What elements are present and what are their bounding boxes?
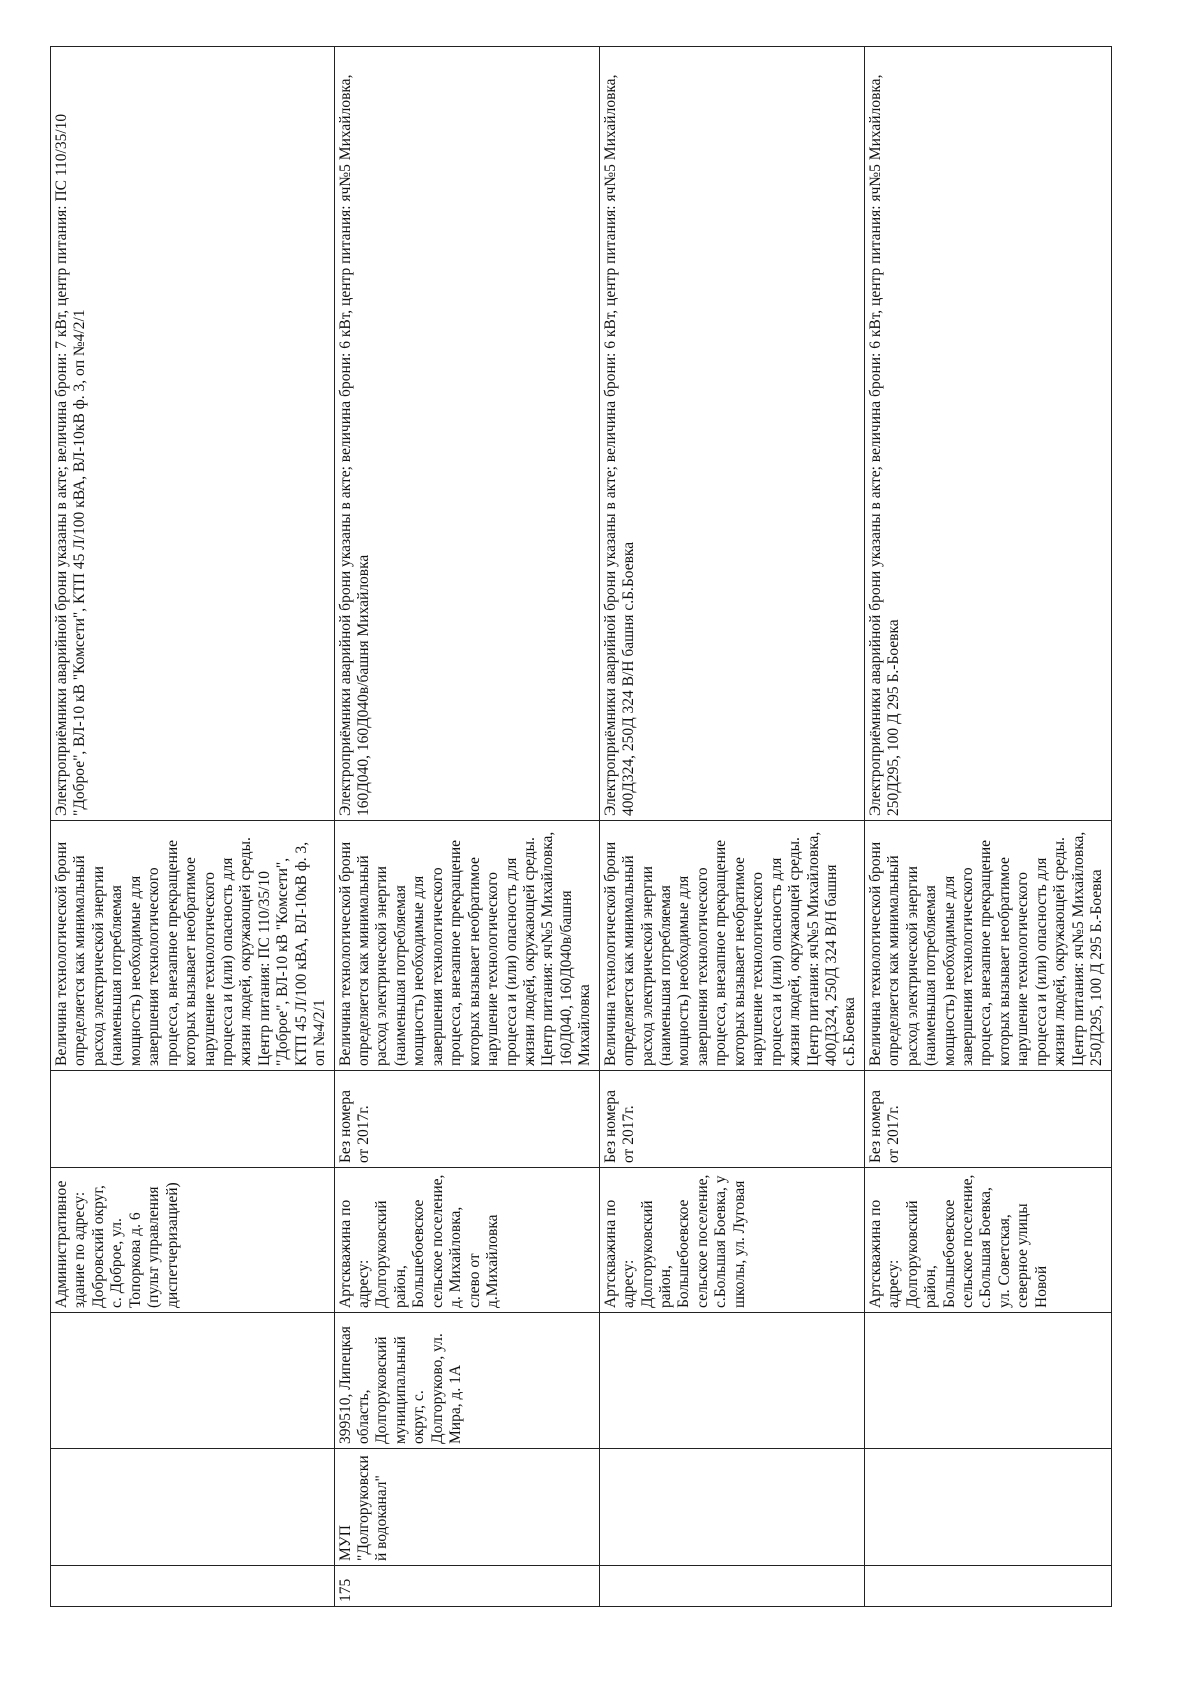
object-address-cell	[864, 1168, 1111, 1313]
technological-reserve-cell	[864, 821, 1111, 1071]
organization-name: МУП "Долгоруковский водоканал"	[336, 1455, 391, 1561]
act-cell	[51, 1071, 335, 1168]
organization-address-cell	[864, 1313, 1111, 1449]
object-address-cell	[51, 1168, 335, 1313]
technological-reserve-text: Величина технологической брони определяется как минимальный расход электрической энергии (наименьшая потребляемая мощность) необходимые для завершения технологического процесса, внезапное прекращение которых вызывает необратимое нарушение технологического процесса и (или) опасность для жизни людей, окружающей среды. Центр питания: яч№5 Михайловка, 400Д324, 250Д 324 В/Н башня с.Б.Боевка	[601, 831, 859, 1066]
emergency-reserve-cell	[864, 47, 1111, 821]
row-number-cell	[864, 1566, 1111, 1607]
object-address-text: Артскважина по адресу: Долгоруковский район, Большебоевское сельское поселение, д. Михайловка, слево от д.Михайловка	[336, 1174, 502, 1308]
object-address-text: Административное здание по адресу: Добровский округ, с. Доброе, ул. Топоркова д. 6 (пульт управления диспетчеризацией)	[53, 1180, 181, 1308]
organization-cell	[599, 1449, 864, 1566]
emergency-reserve-cell	[51, 47, 335, 821]
table-row	[864, 47, 1111, 1607]
organization-address: 399510, Липецкая область, Долгоруковский муниципальный округ, с. Долгоруково, ул. Мира, д. 1А	[336, 1326, 465, 1444]
object-address-cell	[599, 1168, 864, 1313]
emergency-reserve-text: Электроприёмники аварийной брони указаны в акте; величина брони: 6 кВт, центр питания: яч№5 Михайловка, 160Д040, 160Д040в/башня Михайловка	[336, 74, 372, 816]
row-number-cell	[334, 1566, 599, 1607]
row-number: 175	[336, 1578, 354, 1602]
organization-cell	[864, 1449, 1111, 1566]
power-reserve-table	[50, 46, 1112, 1607]
object-address-cell	[334, 1168, 599, 1313]
act-cell	[864, 1071, 1111, 1168]
object-address-text: Артскважина по адресу: Долгоруковский район, Большебоевское сельское поселение, с.Большая Боевка, у школы, ул. Луговая	[601, 1174, 748, 1308]
organization-cell	[334, 1449, 599, 1566]
organization-cell	[51, 1449, 335, 1566]
emergency-reserve-text: Электроприёмники аварийной брони указаны в акте; величина брони: 7 кВт, центр питания: ПС 110/35/10 "Доброе", ВЛ-10 кВ "Комсети", КТП 45 Л/100 кВА, ВЛ-10кВ ф. 3, оп №4/2/1	[53, 113, 89, 816]
emergency-reserve-cell	[599, 47, 864, 821]
act-cell	[599, 1071, 864, 1168]
act-text: Без номера от 2017г.	[601, 1089, 638, 1163]
emergency-reserve-text: Электроприёмники аварийной брони указаны в акте; величина брони: 6 кВт, центр питания: яч№5 Михайловка, 250Д295, 100 Д 295 Б.-Боевка	[866, 74, 903, 816]
technological-reserve-cell	[334, 821, 599, 1071]
organization-address-cell	[51, 1313, 335, 1449]
object-address-text: Артскважина по адресу: Долгоруковский район, Большебоевское сельское поселение, с.Большая Боевка, ул. Советская, северное улицы Новой	[866, 1174, 1050, 1308]
technological-reserve-text: Величина технологической брони определяется как минимальный расход электрической энергии (наименьшая потребляемая мощность) необходимые для завершения технологического процесса, внезапное прекращение которых вызывает необратимое нарушение технологического процесса и (или) опасность для жизни людей, окружающей среды. Центр питания: яч№5 Михайловка, 250Д295, 100 Д 295 Б.-Боевка	[866, 831, 1106, 1066]
table-row	[334, 47, 599, 1607]
table-row	[599, 47, 864, 1607]
organization-address-cell	[334, 1313, 599, 1449]
technological-reserve-cell	[599, 821, 864, 1071]
technological-reserve-text: Величина технологической брони определяется как минимальный расход электрической энергии (наименьшая потребляемая мощность) необходимые для завершения технологического процесса, внезапное прекращение которых вызывает необратимое нарушение технологического процесса и (или) опасность для жизни людей, окружающей среды. Центр питания: яч№5 Михайловка, 160Д040, 160Д040в/башня Михайловка	[336, 831, 594, 1066]
technological-reserve-cell	[51, 821, 335, 1071]
act-text: Без номера от 2017г.	[336, 1089, 372, 1163]
act-cell	[334, 1071, 599, 1168]
technological-reserve-text: Величина технологической брони определяется как минимальный расход электрической энергии (наименьшая потребляемая мощность) необходимые для завершения технологического процесса, внезапное прекращение которых вызывает необратимое нарушение технологического процесса и (или) опасность для жизни людей, окружающей среды. Центр питания: ПС 110/35/10 "Доброе", ВЛ-10 кВ "Комсети", КТП 45 Л/100 кВА, ВЛ-10кВ ф. 3, оп №4/2/1	[53, 837, 329, 1066]
row-number-cell	[599, 1566, 864, 1607]
organization-address-cell	[599, 1313, 864, 1449]
act-text: Без номера от 2017г.	[866, 1089, 903, 1163]
row-number-cell	[51, 1566, 335, 1607]
table-row	[51, 47, 335, 1607]
emergency-reserve-text: Электроприёмники аварийной брони указаны в акте; величина брони: 6 кВт, центр питания: яч№5 Михайловка, 400Д324, 250Д 324 В/Н башня с.Б.Боевка	[601, 74, 638, 816]
emergency-reserve-cell	[334, 47, 599, 821]
